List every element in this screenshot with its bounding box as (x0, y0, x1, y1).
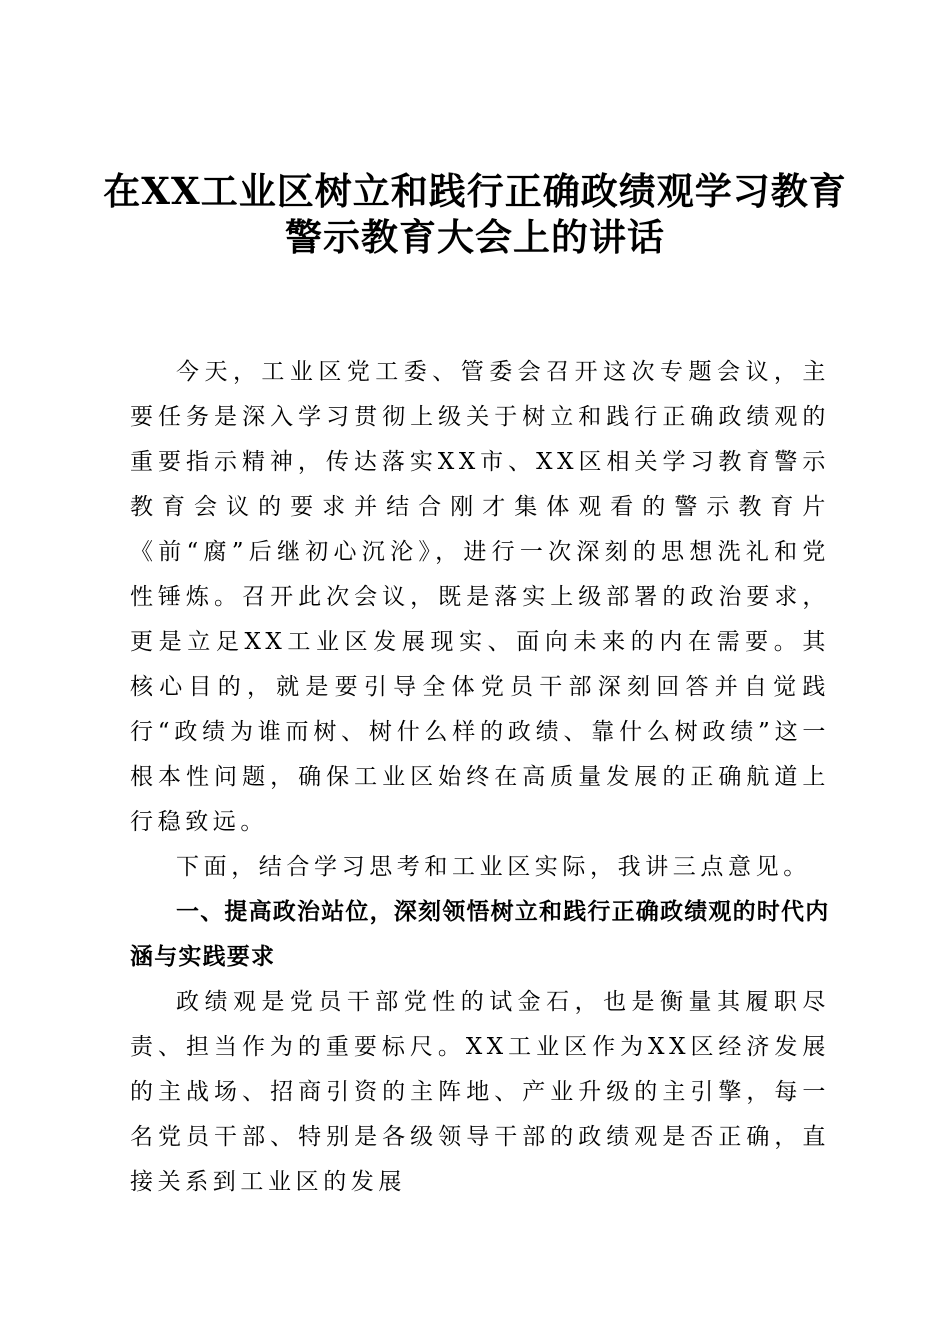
transition-paragraph: 下面，结合学习思考和工业区实际，我讲三点意见。 (176, 854, 811, 880)
intro-paragraph: 今天，工业区党工委、管委会召开这次专题会议，主要任务是深入学习贯彻上级关于树立和践行正确政绩观的重要指示精神，传达落实XX市、XX区相关学习教育警示教育会议的要求并结合刚才集体观看的警示教育片《前“腐”后继初心沉沦》，进行一次深刻的思想洗礼和党性锤炼。召开此次会议，既是落实上级部署的政治要求，更是立足XX工业区发展现实、面向未来的内在需要。其核心目的，就是要引导全体党员干部深刻回答并自觉践行“政绩为谁而树、树什么样的政绩、靠什么树政绩”这一根本性问题，确保工业区始终在高质量发展的正确航道上行稳致远。 (130, 359, 830, 835)
section-heading-1: 一、提高政治站位，深刻领悟树立和践行正确政绩观的时代内涵与实践要求 (130, 899, 830, 970)
section-1-paragraph: 政绩观是党员干部党性的试金石，也是衡量其履职尽责、担当作为的重要标尺。XX工业区作为XX区经济发展的主战场、招商引资的主阵地、产业升级的主引擎，每一名党员干部、特别是各级领导干部的政绩观是否正确，直接关系到工业区的发展 (130, 989, 830, 1195)
title-line-1: 在XX工业区树立和践行正确政绩观学习教育 (103, 169, 847, 213)
document-title (60, 168, 890, 260)
document-body (130, 350, 830, 1205)
title-line-2: 警示教育大会上的讲话 (285, 215, 665, 259)
